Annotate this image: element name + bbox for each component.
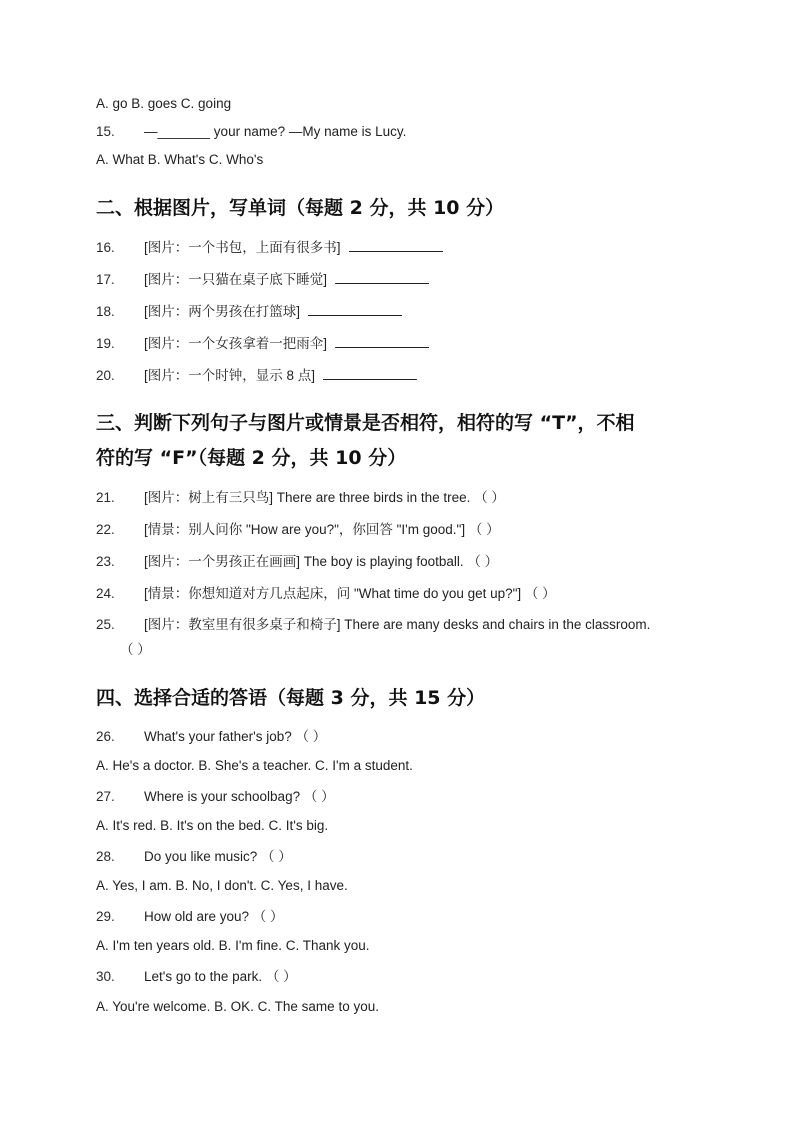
- question-28: [96, 845, 292, 865]
- question-number: 22.: [96, 522, 115, 537]
- answer-blank[interactable]: [323, 367, 417, 380]
- q29-options: A. I'm ten years old. B. I'm fine. C. Thank you.: [96, 938, 370, 953]
- question-text: Where is your schoolbag? （ ）: [144, 789, 335, 804]
- question-text: [图片：教室里有很多桌子和椅子] There are many desks and chairs in the classroom.: [144, 617, 651, 632]
- question-number: 23.: [96, 554, 115, 569]
- answer-blank[interactable]: [335, 271, 429, 284]
- question-text: Do you like music? （ ）: [144, 849, 292, 864]
- q28-options: A. Yes, I am. B. No, I don't. C. Yes, I have.: [96, 878, 348, 893]
- section-3-heading-line-2: 符的写 “F”（每题 2 分，共 10 分）: [96, 447, 407, 469]
- q27-options: A. It's red. B. It's on the bed. C. It's big.: [96, 818, 329, 833]
- question-19: [96, 332, 429, 352]
- question-text: [情景：别人问你 "How are you?"，你回答 "I'm good."] （ ）: [144, 522, 500, 537]
- question-number: 15.: [96, 124, 115, 139]
- question-text: Let's go to the park. （ ）: [144, 969, 297, 984]
- section-2-heading: 二、根据图片，写单词（每题 2 分，共 10 分）: [96, 197, 505, 219]
- question-number: 17.: [96, 272, 115, 287]
- question-text: [图片：树上有三只鸟] There are three birds in the tree. （ ）: [144, 490, 505, 505]
- question-text: —_______ your name? —My name is Lucy.: [144, 124, 407, 139]
- section-3-heading-line-1: 三、判断下列句子与图片或情景是否相符，相符的写 “T”，不相: [96, 412, 635, 434]
- q26-options: A. He's a doctor. B. She's a teacher. C. I'm a student.: [96, 758, 413, 773]
- question-number: 29.: [96, 909, 115, 924]
- question-text: [情景：你想知道对方几点起床，问 "What time do you get up?"] （ ）: [144, 586, 556, 601]
- question-number: 21.: [96, 490, 115, 505]
- question-17: [96, 268, 429, 288]
- question-number: 30.: [96, 969, 115, 984]
- answer-blank[interactable]: [349, 239, 443, 252]
- question-24: [96, 582, 556, 602]
- question-number: 18.: [96, 304, 115, 319]
- question-text: What's your father's job? （ ）: [144, 729, 327, 744]
- q14-options: A. go B. goes C. going: [96, 96, 232, 111]
- question-text: [图片：两个男孩在打篮球]: [144, 304, 301, 319]
- question-number: 16.: [96, 240, 115, 255]
- question-number: 26.: [96, 729, 115, 744]
- answer-blank[interactable]: [308, 303, 402, 316]
- question-27: [96, 785, 335, 805]
- question-25: [96, 613, 650, 633]
- q15-options: A. What B. What's C. Who's: [96, 152, 264, 167]
- question-number: 27.: [96, 789, 115, 804]
- question-number: 24.: [96, 586, 115, 601]
- question-number: 19.: [96, 336, 115, 351]
- q30-options: A. You're welcome. B. OK. C. The same to you.: [96, 999, 379, 1014]
- question-number: 28.: [96, 849, 115, 864]
- answer-blank[interactable]: [335, 335, 429, 348]
- question-30: [96, 965, 297, 985]
- question-text: [图片：一个书包，上面有很多书]: [144, 240, 341, 255]
- question-21: [96, 486, 505, 506]
- question-text: How old are you? （ ）: [144, 909, 284, 924]
- question-text: [图片：一个男孩正在画画] The boy is playing football. （ ）: [144, 554, 499, 569]
- question-18: [96, 300, 402, 320]
- question-23: [96, 550, 498, 570]
- question-16: [96, 236, 443, 256]
- question-text: [图片：一个女孩拿着一把雨伞]: [144, 336, 328, 351]
- question-25-answer-paren: （ ）: [120, 642, 151, 657]
- question-text: [图片：一个时钟，显示 8 点]: [144, 368, 316, 383]
- question-number: 25.: [96, 617, 115, 632]
- question-29: [96, 905, 284, 925]
- question-text: [图片：一只猫在桌子底下睡觉]: [144, 272, 328, 287]
- question-26: [96, 725, 326, 745]
- question-15: [96, 124, 406, 139]
- question-20: [96, 364, 417, 384]
- section-4-heading: 四、选择合适的答语（每题 3 分，共 15 分）: [96, 687, 486, 709]
- question-number: 20.: [96, 368, 115, 383]
- question-22: [96, 518, 500, 538]
